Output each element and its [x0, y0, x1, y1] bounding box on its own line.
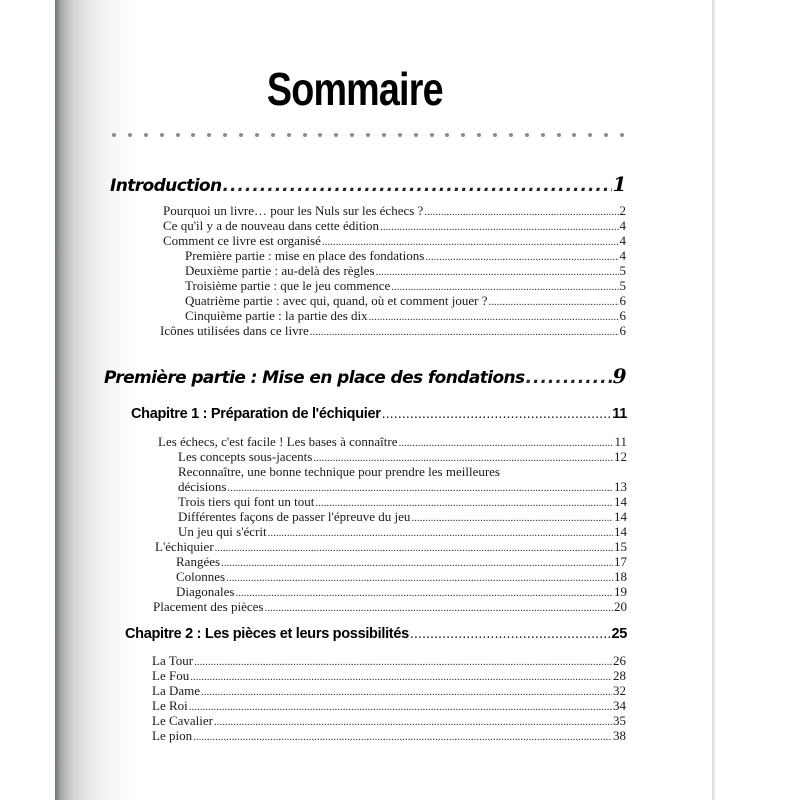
toc-subentry[interactable]: Troisième partie : que le jeu commence ..... 5 [185, 278, 626, 294]
dotted-separator [112, 131, 624, 139]
toc-entry[interactable]: Icônes utilisées dans ce livre ..... 6 [160, 323, 626, 339]
toc-subentry[interactable]: Quatrième partie : avec qui, quand, où et comment jouer ? ..... 6 [185, 293, 626, 309]
toc-part-1[interactable]: Première partie : Mise en place des fondations ..... 9 [104, 364, 626, 388]
toc-subentry[interactable]: Diagonales ..... 19 [176, 584, 627, 600]
toc-entry[interactable]: Comment ce livre est organisé ..... 4 [163, 233, 626, 249]
toc-part-introduction[interactable]: Introduction ..... 1 [110, 172, 626, 196]
leader-dots [526, 368, 612, 388]
leader-dots [410, 626, 611, 642]
toc-subentry[interactable]: Différentes façons de passer l'épreuve du jeu ..... 14 [178, 509, 627, 525]
toc-entry[interactable]: Le Cavalier ..... 35 [152, 713, 626, 729]
toc-subentry[interactable]: décisions ..... 13 [178, 479, 627, 495]
page-title: Sommaire [266, 63, 443, 115]
toc-entry[interactable]: Le Roi ..... 34 [152, 698, 626, 714]
toc-chapter-2[interactable]: Chapitre 2 : Les pièces et leurs possibilités ..... 25 [125, 626, 627, 642]
toc-entry[interactable]: La Tour ..... 26 [152, 653, 626, 669]
toc-entry[interactable]: Les échecs, c'est facile ! Les bases à connaître ..... 11 [158, 434, 627, 450]
page-number: 11 [612, 406, 627, 422]
toc-subentry[interactable]: Deuxième partie : au-delà des règles ..... 5 [185, 263, 626, 279]
toc-subentry[interactable]: Colonnes ..... 18 [176, 569, 627, 585]
toc-subentry[interactable]: Trois tiers qui font un tout ..... 14 [178, 494, 627, 510]
page-edge [712, 0, 715, 800]
leader-dots [223, 176, 612, 196]
toc-entry[interactable]: L'échiquier ..... 15 [155, 539, 627, 555]
toc-entry[interactable]: Le pion ..... 38 [152, 728, 626, 744]
toc-entry[interactable]: Placement des pièces ..... 20 [153, 599, 627, 615]
leader-dots [382, 406, 612, 422]
page-number: 9 [612, 364, 626, 388]
toc-subentry[interactable]: Rangées ..... 17 [176, 554, 627, 570]
toc-subentry[interactable]: Cinquième partie : la partie des dix ..... 6 [185, 308, 626, 324]
page-number: 1 [612, 172, 626, 196]
toc-entry[interactable]: Ce qu'il y a de nouveau dans cette édition ..... 4 [163, 218, 626, 234]
toc-entry[interactable]: La Dame ..... 32 [152, 683, 626, 699]
toc-subentry-wrapped-line[interactable]: Reconnaître, une bonne technique pour prendre les meilleures [178, 464, 500, 479]
toc-subentry[interactable]: Les concepts sous-jacents ..... 12 [178, 449, 627, 465]
toc-subentry[interactable]: Un jeu qui s'écrit ..... 14 [178, 524, 627, 540]
toc-subentry[interactable]: Première partie : mise en place des fondations ..... 4 [185, 248, 626, 264]
page-number: 25 [611, 626, 627, 642]
toc-entry[interactable]: Pourquoi un livre… pour les Nuls sur les échecs ? ..... 2 [163, 203, 626, 219]
toc-chapter-1[interactable]: Chapitre 1 : Préparation de l'échiquier ..... 11 [131, 406, 627, 422]
toc-entry[interactable]: Le Fou ..... 28 [152, 668, 626, 684]
